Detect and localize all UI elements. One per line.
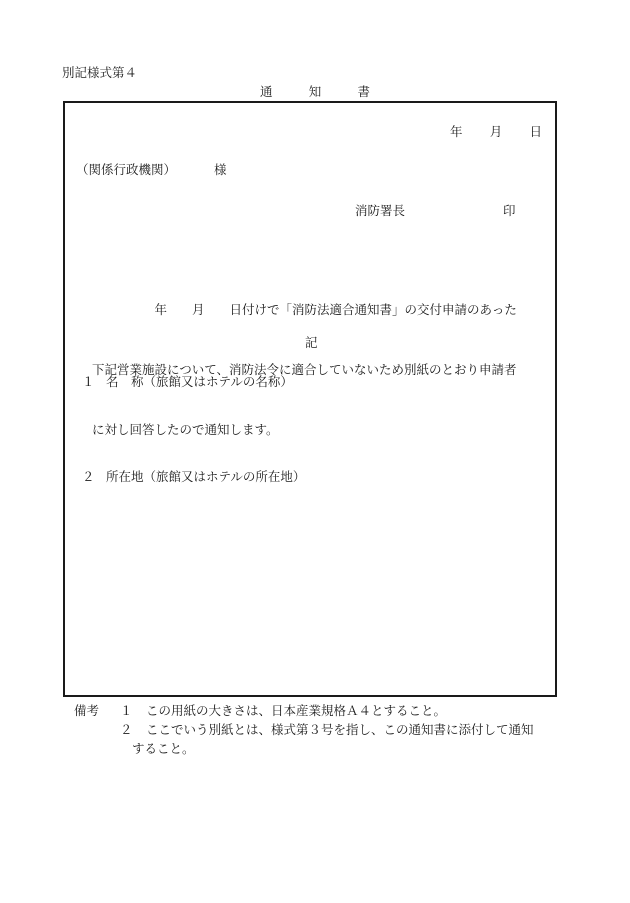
body-line: 下記営業施設について、消防法令に適合していないため別紙のとおり申請者 <box>92 362 517 377</box>
date-year-unit: 年 <box>450 124 463 139</box>
addressee-honorific: 様 <box>214 162 227 177</box>
sender-title: 消防署長 <box>355 203 406 218</box>
date-line <box>450 126 542 139</box>
notes-heading: 備考 <box>74 703 100 718</box>
title-char: 通 <box>260 84 273 99</box>
document-title <box>260 86 370 99</box>
body-line: 年 月 日付けで「消防法適合通知書」の交付申請のあった <box>92 302 517 317</box>
note-text: ここでいう別紙とは、様式第３号を指し、この通知書に添付して通知 <box>146 722 534 737</box>
date-month-unit: 月 <box>489 124 503 139</box>
note-number: ２ <box>120 722 133 737</box>
title-char: 知 <box>308 84 322 99</box>
item-number: ２ <box>82 469 95 484</box>
addressee: （関係行政機関） <box>76 162 177 177</box>
date-day-unit: 日 <box>529 124 542 139</box>
note-text-continuation: すること。 <box>132 741 195 756</box>
note-text: この用紙の大きさは、日本産業規格Ａ４とすること。 <box>146 703 447 718</box>
seal-mark: 印 <box>503 203 516 218</box>
title-char: 書 <box>357 84 370 99</box>
ki-heading: 記 <box>305 335 318 350</box>
body-paragraph <box>92 260 562 460</box>
note-number: １ <box>120 703 133 718</box>
item-number: １ <box>82 374 95 389</box>
item-address-label: 所在地（旅館又はホテルの所在地） <box>106 469 306 484</box>
form-number-label: 別記様式第４ <box>62 65 138 80</box>
body-line: に対し回答したので通知します。 <box>92 422 279 437</box>
item-name-label: 名 称（旅館又はホテルの名称） <box>106 374 293 389</box>
